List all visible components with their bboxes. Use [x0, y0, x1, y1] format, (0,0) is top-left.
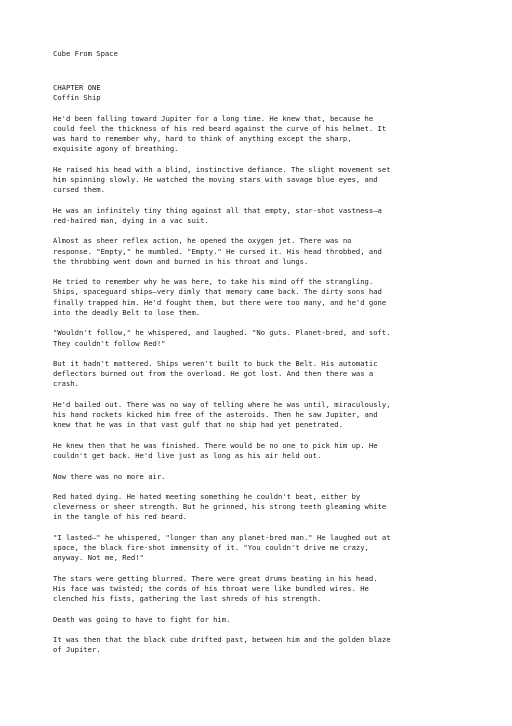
book-title: Cube From Space — [53, 49, 118, 58]
paragraph: He was an infinitely tiny thing against all that empty, star-shot vastness—a red-haired man, dying in a vac suit. — [53, 205, 382, 225]
paragraph: He tried to remember why he was here, to take his mind off the strangling. Ships, spaceguard ships—very dimly that memory came back. The dirty sons had finally trapped him. He'd fought them, but there were too many, and he'd gone into the deadly Belt to lose them. — [53, 277, 387, 317]
paragraph: "Wouldn't follow," he whispered, and laughed. "No guts. Planet-bred, and soft. They couldn't follow Red!" — [53, 328, 391, 348]
paragraph: The stars were getting blurred. There were great drums beating in his head. His face was twisted; the cords of his throat were like bundled wires. He clenched his fists, gathering the last shreds of his strength. — [53, 573, 378, 604]
chapter-heading — [53, 83, 482, 103]
paragraph: Now there was no more air. — [53, 471, 166, 481]
paragraph: He knew then that he was finished. There would be no one to pick him up. He couldn't get back. He'd live just as long as his air held out. — [53, 440, 378, 461]
paragraph: Death was going to have to fight for him. — [53, 614, 231, 624]
paragraph: "I lasted—" he whispered, "longer than any planet-bred man." He laughed out at space, the black fire-shot immensity of it. "You couldn't drive me crazy, anyway. Not me, Red!" — [53, 532, 391, 563]
chapter-title: Coffin Ship — [53, 93, 101, 103]
chapter-number: CHAPTER ONE — [53, 83, 101, 93]
body-text — [53, 114, 482, 656]
paragraph: But it hadn't mattered. Ships weren't built to buck the Belt. His automatic deflectors burned out from the overload. He got lost. And then there was a crash. — [53, 359, 378, 389]
paragraph: He raised his head with a blind, instinctive defiance. The slight movement set him spinning slowly. He watched the moving stars with savage blue eyes, and cursed them. — [53, 164, 391, 195]
paragraph: He'd been falling toward Jupiter for a long time. He knew that, because he could feel the thickness of his red beard against the curve of his helmet. It was hard to remember why, hard to think of anything except the sharp, exquisite agony of breathing. — [53, 113, 387, 154]
paragraph: He'd bailed out. There was no way of telling where he was until, miraculously, his hand rockets kicked him free of the asteroids. Then he saw Jupiter, and knew that he was in that vast gulf that no ship had yet penetrated. — [53, 399, 391, 430]
paragraph: Almost as sheer reflex action, he opened the oxygen jet. There was no response. "Empty," he mumbled. "Empty." He cursed it. His head throbbed, and the throbbing went down and burned in his throat and lungs. — [53, 236, 382, 266]
paragraph: Red hated dying. He hated meeting something he couldn't beat, either by cleverness or sheer strength. But he grinned, his strong teeth gleaming white in the tangle of his red beard. — [53, 492, 387, 522]
paragraph: It was then that the black cube drifted past, between him and the golden blaze of Jupiter. — [53, 635, 391, 655]
